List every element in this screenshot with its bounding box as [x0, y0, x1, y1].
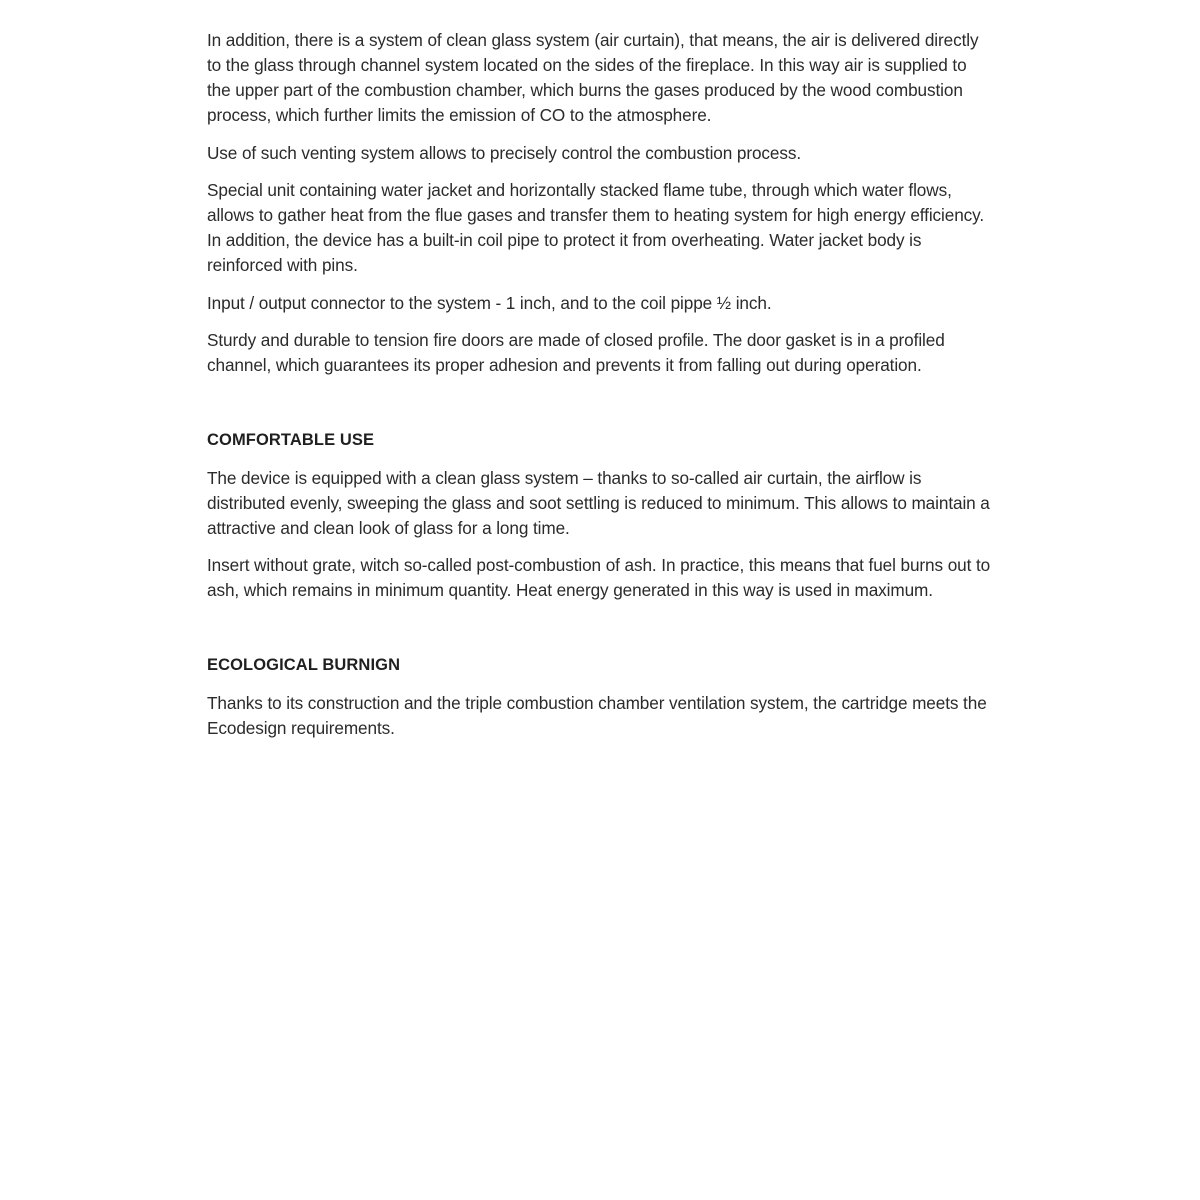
- paragraph-air-curtain: In addition, there is a system of clean glass system (air curtain), that means, the air is delivered directly to the glass through channel system located on the sides of the fireplace. In this way air is supplied to the upper part of the combustion chamber, which burns the gases produced by the wood combustion process, which further limits the emission of CO to the atmosphere.: [207, 30, 979, 125]
- paragraph-fire-doors: Sturdy and durable to tension fire doors are made of closed profile. The door gasket is in a profiled channel, which guarantees its proper adhesion and prevents it from falling out during operation.: [207, 330, 945, 375]
- paragraph-connectors: Input / output connector to the system - 1 inch, and to the coil pippe ½ inch.: [207, 292, 772, 313]
- paragraph-venting-system: Use of such venting system allows to precisely control the combustion process.: [207, 142, 802, 163]
- paragraph-clean-glass: The device is equipped with a clean glass system – thanks to so-called air curtain, the airflow is distributed evenly, sweeping the glass and soot settling is reduced to minimum. This allows to maintain a attractive and clean look of glass for a long time.: [207, 467, 990, 538]
- document-body: [207, 28, 992, 753]
- section-spacer: [207, 391, 992, 429]
- paragraph-water-jacket: Special unit containing water jacket and horizontally stacked flame tube, through which water flows, allows to gather heat from the flue gases and transfer them to heating system for high energy efficiency. In addition, the device has a built-in coil pipe to protect it from overheating. Water jacket body is reinforced with pins.: [207, 180, 985, 275]
- paragraph-post-combustion: Insert without grate, witch so-called post-combustion of ash. In practice, this means that fuel burns out to ash, which remains in minimum quantity. Heat energy generated in this way is used in maximum.: [207, 555, 991, 600]
- section-title-ecological-burning: ECOLOGICAL BURNIGN: [207, 656, 401, 674]
- section-spacer: [207, 616, 992, 654]
- section-title-comfortable-use: COMFORTABLE USE: [207, 431, 375, 449]
- paragraph-ecodesign: Thanks to its construction and the triple combustion chamber ventilation system, the cartridge meets the Ecodesign requirements.: [207, 692, 987, 738]
